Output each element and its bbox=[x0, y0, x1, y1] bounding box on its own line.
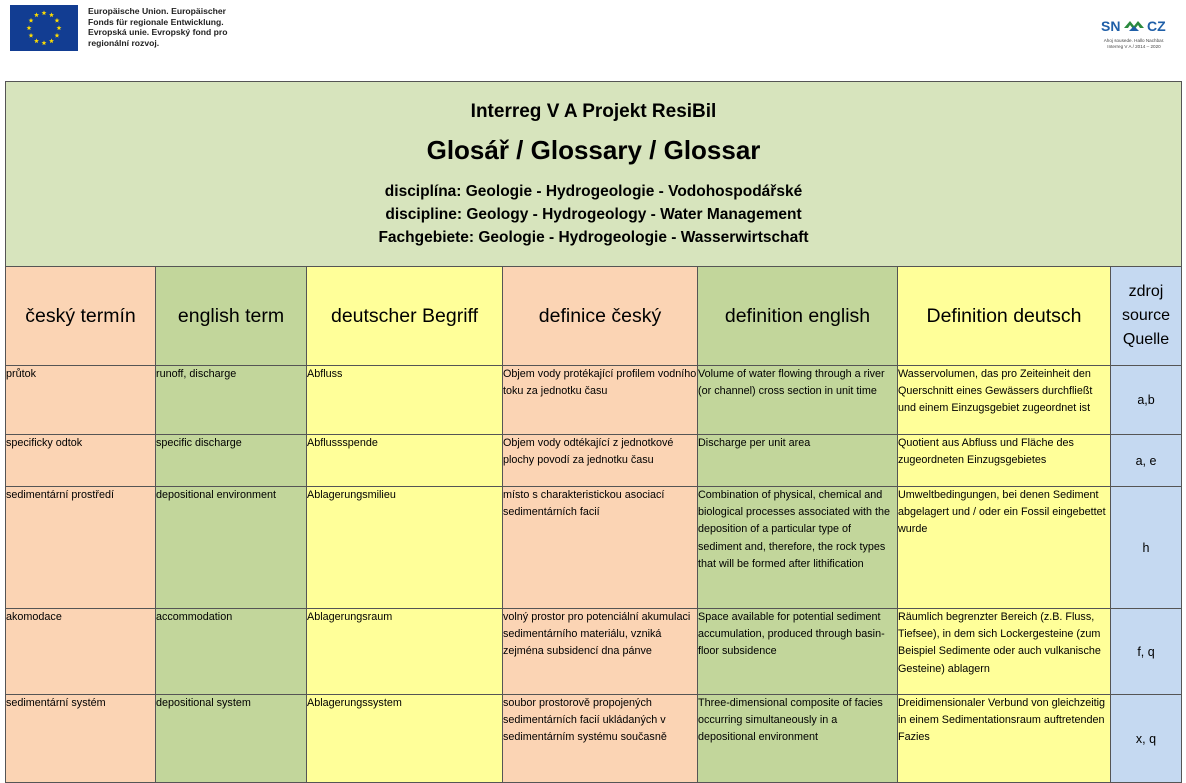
en-term-cell: depositional environment bbox=[156, 487, 307, 609]
cz-term-cell: sedimentární systém bbox=[6, 695, 156, 783]
en-term-cell: runoff, discharge bbox=[156, 366, 307, 435]
en-term-cell: accommodation bbox=[156, 609, 307, 695]
col-header-en-def: definition english bbox=[698, 267, 898, 366]
cz-def-cell: soubor prostorově propojených sedimentárních facií ukládaných v sedimentárním systému současně bbox=[503, 695, 698, 783]
en-term-cell: depositional system bbox=[156, 695, 307, 783]
de-term-cell: Ablagerungsraum bbox=[307, 609, 503, 695]
glossary-table bbox=[5, 81, 1182, 783]
glossary-title: Glosář / Glossary / Glossar bbox=[426, 135, 761, 165]
en-def-cell: Discharge per unit area bbox=[698, 435, 898, 487]
en-def-cell: Combination of physical, chemical and biological processes associated with the deposition of a particular type of sediment and, therefore, the rock types that will be formed after lithification bbox=[698, 487, 898, 609]
cz-def-cell: místo s charakteristickou asociací sedimentárních facií bbox=[503, 487, 698, 609]
en-def-cell: Volume of water flowing through a river (or channel) cross section in unit time bbox=[698, 366, 898, 435]
discipline-cz: disciplína: Geologie - Hydrogeologie - Vodohospodářské bbox=[384, 183, 803, 200]
de-def-cell: Wasservolumen, das pro Zeiteinheit den Querschnitt eines Gewässers durchfließt und einem Einzugsgebiet zugeordnet ist bbox=[898, 366, 1111, 435]
table-row bbox=[6, 487, 1182, 609]
source-cell: h bbox=[1111, 487, 1182, 609]
eu-logo bbox=[10, 5, 227, 51]
de-def-cell: Quotient aus Abfluss und Fläche des zugeordneten Einzugsgebietes bbox=[898, 435, 1111, 487]
project-title: Interreg V A Projekt ResiBil bbox=[470, 101, 717, 122]
col-header-cz-term: český termín bbox=[6, 267, 156, 366]
col-header-de-term: deutscher Begriff bbox=[307, 267, 503, 366]
sn-cz-logo bbox=[1094, 16, 1174, 49]
de-term-cell: Ablagerungsmilieu bbox=[307, 487, 503, 609]
title-row bbox=[6, 82, 1182, 267]
cz-def-cell: Objem vody odtékající z jednotkové plochy povodí za jednotku času bbox=[503, 435, 698, 487]
en-def-cell: Three-dimensional composite of facies occurring simultaneously in a depositional environment bbox=[698, 695, 898, 783]
header-row bbox=[6, 267, 1182, 366]
source-cell: f, q bbox=[1111, 609, 1182, 695]
cz-term-cell: specificky odtok bbox=[6, 435, 156, 487]
sn-cz-logo-icon bbox=[1099, 16, 1169, 36]
de-term-cell: Abflussspende bbox=[307, 435, 503, 487]
title-block bbox=[6, 82, 1182, 267]
source-cell: a, e bbox=[1111, 435, 1182, 487]
source-cell: x, q bbox=[1111, 695, 1182, 783]
eu-logo-text: Europäische Union. Europäischer Fonds für regionale Entwicklung. Evropská unie. Evropský fond pro regionální rozvoj. bbox=[88, 6, 228, 48]
cz-def-cell: Objem vody protékající profilem vodního toku za jednotku času bbox=[503, 366, 698, 435]
de-def-cell: Umweltbedingungen, bei denen Sediment abgelagert und / oder ein Fossil eingebettet wurde bbox=[898, 487, 1111, 609]
svg-text:CZ: CZ bbox=[1147, 18, 1166, 34]
de-def-cell: Dreidimensionaler Verbund von gleichzeitig in einem Sedimentationsraum auftretenden Fazies bbox=[898, 695, 1111, 783]
svg-text:SN: SN bbox=[1101, 18, 1121, 34]
table-row bbox=[6, 609, 1182, 695]
discipline-en: discipline: Geology - Hydrogeology - Water Management bbox=[385, 206, 802, 223]
col-header-de-def: Definition deutsch bbox=[898, 267, 1111, 366]
cz-term-cell: průtok bbox=[6, 366, 156, 435]
eu-flag-icon bbox=[10, 5, 78, 51]
de-term-cell: Ablagerungssystem bbox=[307, 695, 503, 783]
de-term-cell: Abfluss bbox=[307, 366, 503, 435]
cz-term-cell: akomodace bbox=[6, 609, 156, 695]
sn-cz-logo-subtitle: Ahoj sousede. Hallo Nachbar. Interreg V A / 2014 – 2020 bbox=[1103, 38, 1165, 49]
col-header-source: zdroj source Quelle bbox=[1111, 267, 1182, 366]
de-def-cell: Räumlich begrenzter Bereich (z.B. Fluss, Tiefsee), in dem sich Lockergesteine (zum Beispiel Sedimente oder auch vulkanische Gesteine) ablagern bbox=[898, 609, 1111, 695]
table-row bbox=[6, 435, 1182, 487]
discipline-de: Fachgebiete: Geologie - Hydrogeologie - Wasserwirtschaft bbox=[378, 229, 809, 246]
col-header-en-term: english term bbox=[156, 267, 307, 366]
table-row bbox=[6, 695, 1182, 783]
source-cell: a,b bbox=[1111, 366, 1182, 435]
table-row bbox=[6, 366, 1182, 435]
cz-def-cell: volný prostor pro potenciální akumulaci sedimentárního materiálu, vzniká zejména subsidencí dna pánve bbox=[503, 609, 698, 695]
en-term-cell: specific discharge bbox=[156, 435, 307, 487]
col-header-cz-def: definice český bbox=[503, 267, 698, 366]
cz-term-cell: sedimentární prostředí bbox=[6, 487, 156, 609]
en-def-cell: Space available for potential sediment accumulation, produced through basin-floor subsidence bbox=[698, 609, 898, 695]
